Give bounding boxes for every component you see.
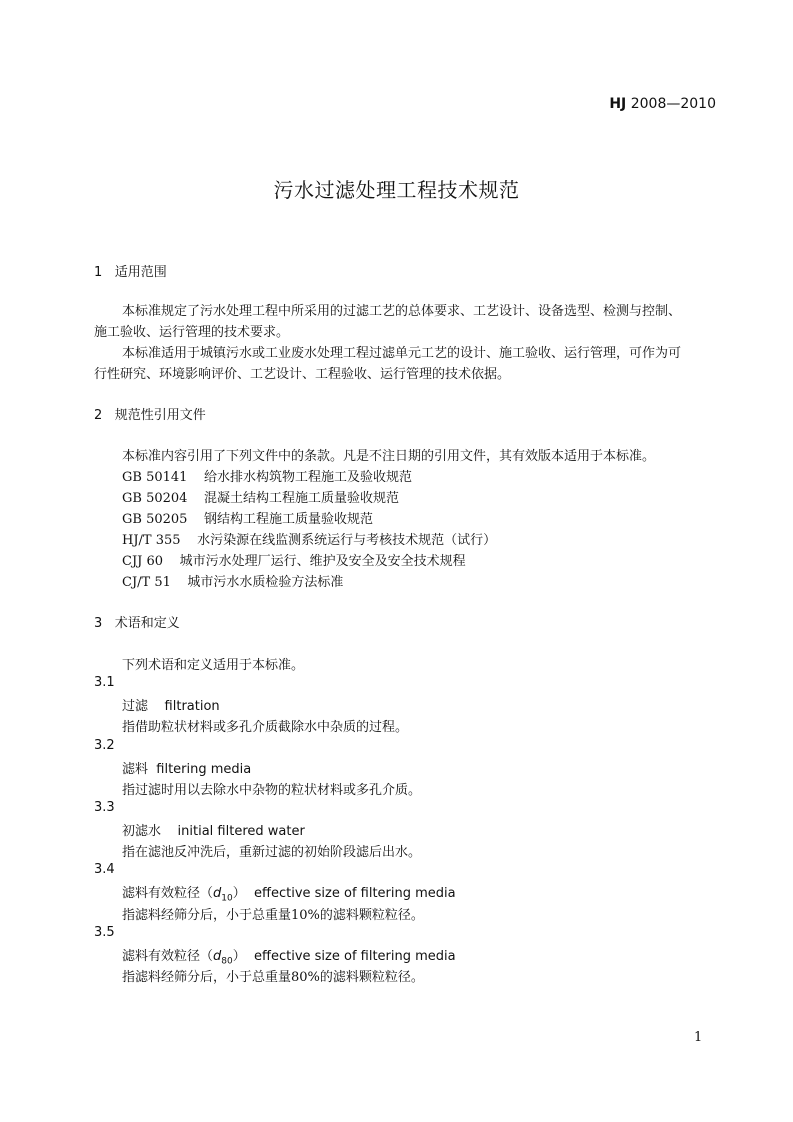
reference-item	[122, 487, 399, 506]
term-heading	[122, 882, 456, 904]
section-number: 3	[94, 616, 103, 631]
reference-code: CJ/T 51	[122, 575, 171, 590]
paragraph-line: 本标准适用于城镇污水或工业废水处理工程过滤单元工艺的设计、施工验收、运行管理，可作为可	[122, 346, 682, 361]
term-english: filtration	[164, 699, 220, 714]
page-number: 1	[694, 1030, 703, 1045]
term-definition: 指滤料经筛分后，小于总重量10%的滤料颗粒粒径。	[122, 908, 424, 923]
section-title: 规范性引用文件	[114, 408, 206, 423]
section-number: 2	[94, 408, 103, 423]
term-definition: 指滤料经筛分后，小于总重量80%的滤料颗粒粒径。	[122, 970, 424, 985]
term-number: 3.3	[94, 800, 115, 815]
term-subscript: 10	[221, 893, 233, 904]
term-close-paren: ）	[232, 949, 246, 964]
reference-code: GB 50205	[122, 512, 188, 527]
term-heading	[122, 945, 456, 967]
term-english: initial filtered water	[177, 824, 305, 839]
section-title: 适用范围	[114, 265, 167, 280]
reference-name: 给水排水构筑物工程施工及验收规范	[203, 470, 412, 485]
reference-code: GB 50204	[122, 491, 188, 506]
section-1-heading	[94, 261, 167, 280]
term-close-paren: ）	[232, 886, 246, 901]
term-symbol: d	[213, 949, 222, 964]
term-english: filtering media	[156, 762, 252, 777]
terms-intro: 下列术语和定义适用于本标准。	[122, 658, 305, 673]
term-chinese: 滤料有效粒径（	[122, 886, 214, 901]
term-chinese: 初滤水	[122, 824, 162, 839]
standard-prefix: HJ	[609, 96, 627, 112]
term-english: effective size of filtering media	[254, 886, 456, 901]
term-definition: 指过滤时用以去除水中杂物的粒状材料或多孔介质。	[122, 783, 422, 798]
paragraph-line: 施工验收、运行管理的技术要求。	[94, 325, 290, 340]
section-number: 1	[94, 265, 103, 280]
term-definition: 指借助粒状材料或多孔介质截除水中杂质的过程。	[122, 720, 409, 735]
term-subscript: 80	[221, 956, 233, 967]
paragraph-line: 本标准规定了污水处理工程中所采用的过滤工艺的总体要求、工艺设计、设备选型、检测与控制、	[122, 304, 682, 319]
term-chinese: 滤料	[122, 762, 149, 777]
term-number: 3.1	[94, 675, 115, 690]
reference-item	[122, 529, 496, 548]
reference-name: 水污染源在线监测系统运行与考核技术规范（试行）	[197, 533, 497, 548]
document-title: 污水过滤处理工程技术规范	[273, 178, 520, 202]
standard-number	[609, 96, 716, 112]
term-chinese: 滤料有效粒径（	[122, 949, 214, 964]
reference-name: 城市污水处理厂运行、维护及安全及安全技术规程	[179, 554, 466, 569]
section-2-heading	[94, 404, 206, 423]
section-title: 术语和定义	[114, 616, 180, 631]
reference-code: GB 50141	[122, 470, 188, 485]
reference-name: 钢结构工程施工质量验收规范	[203, 512, 373, 527]
term-number: 3.2	[94, 738, 115, 753]
term-symbol: d	[213, 886, 222, 901]
reference-item	[122, 571, 343, 590]
references-intro: 本标准内容引用了下列文件中的条款。凡是不注日期的引用文件，其有效版本适用于本标准。	[122, 449, 656, 464]
term-heading	[122, 695, 220, 714]
standard-code: 2008—2010	[630, 96, 716, 112]
reference-item	[122, 508, 373, 527]
term-number: 3.4	[94, 862, 115, 877]
section-3-heading	[94, 612, 180, 631]
term-number: 3.5	[94, 925, 115, 940]
term-chinese: 过滤	[122, 699, 149, 714]
reference-name: 混凝土结构工程施工质量验收规范	[203, 491, 399, 506]
reference-name: 城市污水水质检验方法标准	[187, 575, 344, 590]
term-english: effective size of filtering media	[254, 949, 456, 964]
reference-item	[122, 550, 466, 569]
term-heading	[122, 758, 251, 777]
reference-item	[122, 466, 412, 485]
reference-code: HJ/T 355	[122, 533, 181, 548]
term-definition: 指在滤池反冲洗后，重新过滤的初始阶段滤后出水。	[122, 845, 422, 860]
paragraph-line: 行性研究、环境影响评价、工艺设计、工程验收、运行管理的技术依据。	[94, 367, 511, 382]
reference-code: CJJ 60	[122, 554, 164, 569]
term-heading	[122, 820, 305, 839]
